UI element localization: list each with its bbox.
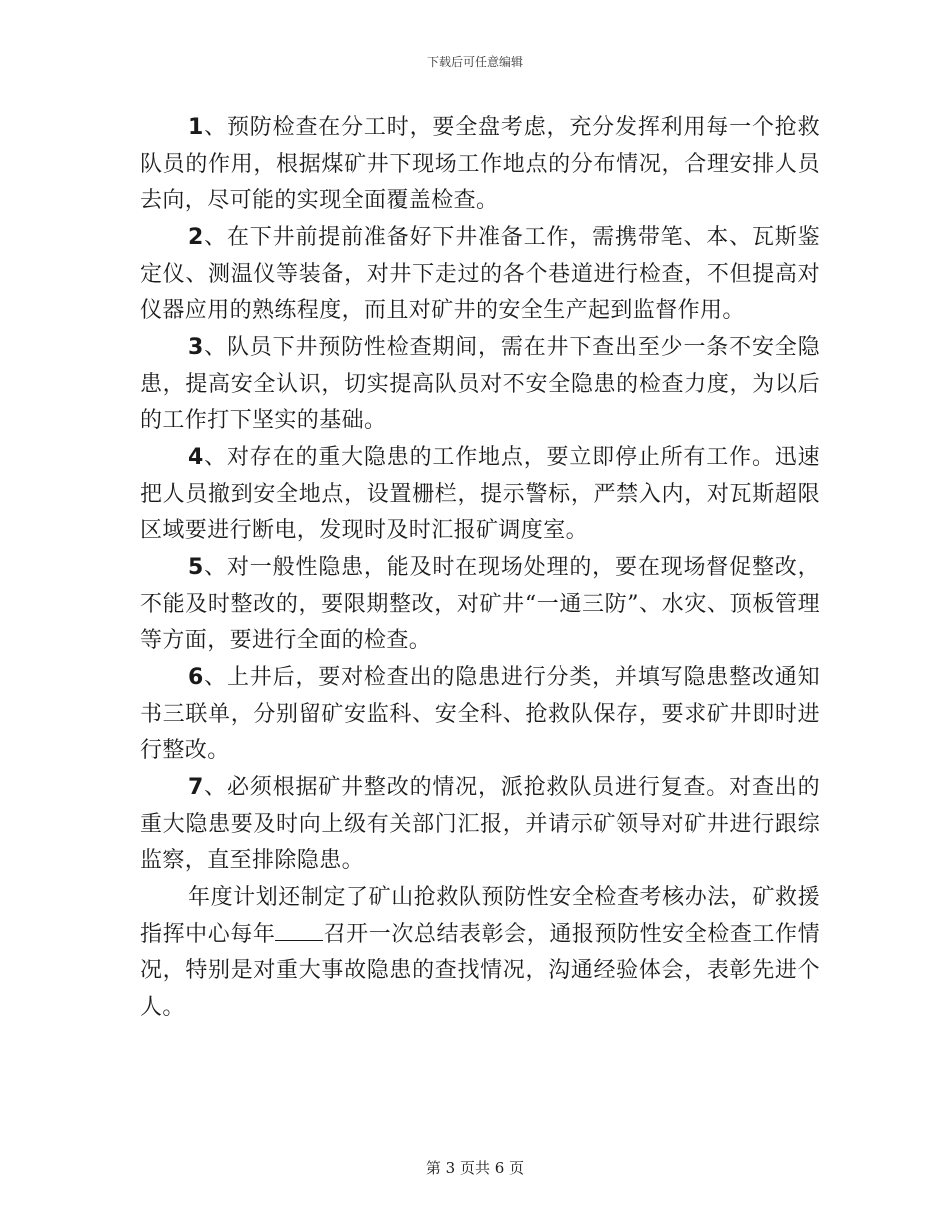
item-number: 4 — [188, 445, 204, 470]
item-text: 、在下井前提前准备好下井准备工作，需携带笔、本、瓦斯鉴定仪、测温仪等装备，对井下走过的各个巷道进行检查，不但提高对仪器应用的熟练程度，而且对矿井的安全生产起到监督作用。 — [140, 225, 820, 323]
list-item — [140, 550, 820, 660]
list-item — [140, 440, 820, 550]
item-text: 、预防检查在分工时，要全盘考虑，充分发挥利用每一个抢救队员的作用，根据煤矿井下现场工作地点的分布情况，合理安排人员去向，尽可能的实现全面覆盖检查。 — [140, 115, 820, 213]
list-item — [140, 770, 820, 880]
page-number: 第 3 页共 6 页 — [425, 1159, 525, 1177]
closing-paragraph — [140, 880, 820, 1026]
item-text: 、上井后，要对检查出的隐患进行分类，并填写隐患整改通知书三联单，分别留矿安监科、安全科、抢救队保存，要求矿井即时进行整改。 — [140, 665, 820, 763]
item-text: 、队员下井预防性检查期间，需在井下查出至少一条不安全隐患，提高安全认识，切实提高队员对不安全隐患的检查力度，为以后的工作打下坚实的基础。 — [140, 335, 820, 433]
closing-text-end: 召开一次总结表彰会，通报预防性安全检查工作情况，特别是对重大事故隐患的查找情况，沟通经验体会，表彰先进个人。 — [140, 921, 820, 1020]
fill-in-blank — [275, 922, 323, 941]
closing-text-start: 年度计划还制定了矿山抢救队预防性安全检查考核办法，矿救援指挥中心每年 — [140, 885, 820, 947]
item-number: 3 — [188, 335, 204, 360]
page-header: 下载后可任意编辑 — [426, 55, 523, 69]
list-item — [140, 220, 820, 330]
list-item — [140, 660, 820, 770]
list-item — [140, 110, 820, 220]
item-number: 1 — [188, 115, 204, 140]
item-text: 、对一般性隐患，能及时在现场处理的，要在现场督促整改，不能及时整改的，要限期整改，对矿井“一通三防”、水灾、顶板管理等方面，要进行全面的检查。 — [140, 555, 820, 653]
item-text: 、对存在的重大隐患的工作地点，要立即停止所有工作。迅速把人员撤到安全地点，设置栅栏，提示警标，严禁入内，对瓦斯超限区域要进行断电，发现时及时汇报矿调度室。 — [140, 445, 820, 543]
item-number: 2 — [188, 225, 204, 250]
item-number: 7 — [188, 775, 204, 800]
document-body — [140, 110, 820, 1027]
item-number: 6 — [188, 665, 204, 690]
item-number: 5 — [188, 555, 204, 580]
item-text: 、必须根据矿井整改的情况，派抢救队员进行复查。对查出的重大隐患要及时向上级有关部门汇报，并请示矿领导对矿井进行跟综监察，直至排除隐患。 — [140, 775, 820, 873]
list-item — [140, 330, 820, 440]
